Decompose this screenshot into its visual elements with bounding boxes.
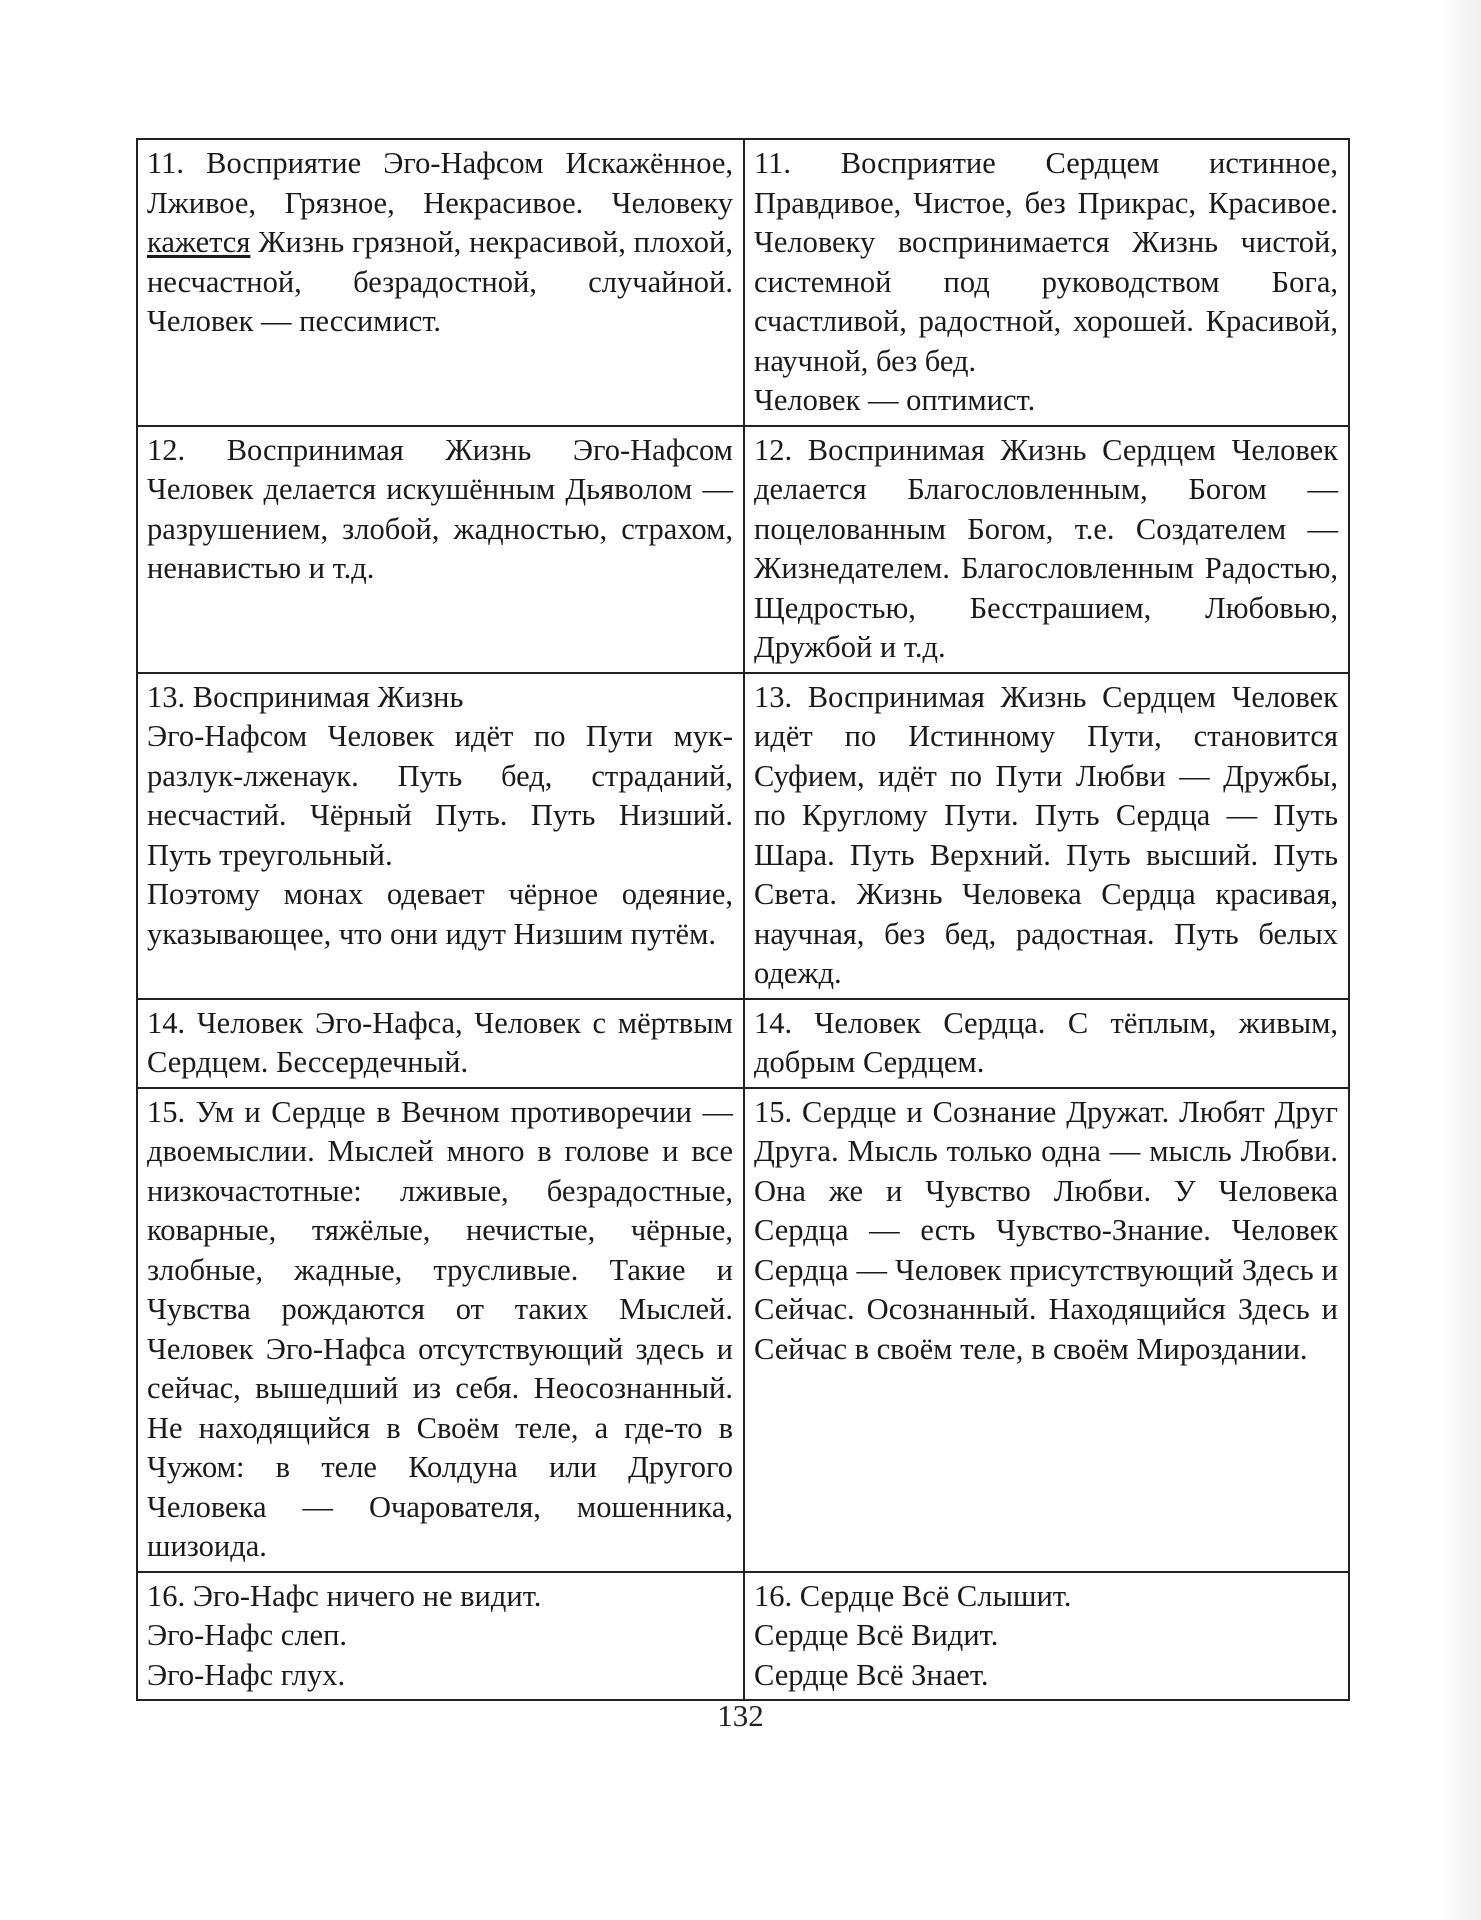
cell-text: 15. Ум и Сердце в Вечном противоречии — двоемыслии. Мыслей много в голове и все низкочастотные: лживые, безрадостные, коварные, тяжёлые, нечистые, чёрные, злобные, жадные, трусливые. Такие и Чувства рождаются от таких Мыслей. Человек Эго-Нафса отсутствующий здесь и сейчас, вышедший из себя. Неосознанный. Не находящийся в Своём теле, а где-то в Чужом: в теле Колдуна или Другого Человека — Очарователя, мошенника, шизоида.: [147, 1094, 733, 1563]
cell-text: 14. Человек Сердца. С тёплым, живым, добрым Сердцем.: [754, 1005, 1338, 1079]
cell-text: Сердце Всё Знает.: [754, 1657, 989, 1692]
cell-text: 13. Воспринимая Жизнь Сердцем Человек идёт по Истинному Пути, становится Суфием, идёт по Пути Любви — Дружбы, по Круглому Пути. Путь Сердца — Путь Шара. Путь Верхний. Путь высший. Путь Света. Жизнь Человека Сердца красивая, научная, без бед, радостная. Путь белых одежд.: [754, 679, 1338, 990]
cell-text: Эго-Нафс слеп.: [147, 1618, 348, 1652]
cell-text: 13. Воспринимая Жизнь: [147, 679, 464, 714]
heart-cell-12: [744, 426, 1349, 673]
cell-text: Сердце Всё Видит.: [754, 1618, 999, 1652]
page-number: 132: [717, 1698, 764, 1733]
heart-cell-16: [744, 1572, 1349, 1701]
heart-cell-15: [744, 1088, 1349, 1572]
cell-text: 12. Воспринимая Жизнь Сердцем Человек делается Благословленным, Богом — поцелованным Богом, т.е. Создателем — Жизнедателем. Благословленным Радостью, Щедростью, Бесстрашием, Любовью, Дружбой и т.д.: [754, 432, 1338, 664]
cell-text: Поэтому монах одевает чёрное одеяние, указывающее, что они идут Низшим путём.: [147, 877, 733, 951]
cell-text: 16. Эго-Нафс ничего не видит.: [147, 1578, 542, 1613]
heart-cell-13: [744, 673, 1349, 999]
table-row: [137, 1088, 1349, 1572]
cell-text: 12. Воспринимая Жизнь Эго-Нафсом Человек делается искушённым Дьяволом — разрушением, злобой, жадностью, страхом, ненавистью и т.д.: [147, 432, 733, 585]
table-row: [137, 1572, 1349, 1701]
cell-text: 11. Восприятие Эго-Нафсом Искажённое, Лживое, Грязное, Некрасивое. Человеку: [147, 146, 733, 220]
cell-text: 11. Восприятие Сердцем истинное, Правдивое, Чистое, без Прикрас, Красивое. Человеку воспринимается Жизнь чистой, системной под руководством Бога, счастливой, радостной, хорошей. Красивой, научной, без бед.: [754, 146, 1338, 378]
ego-cell-12: [137, 426, 744, 673]
page-edge-shadow: [1441, 0, 1481, 1920]
cell-text: Эго-Нафс глух.: [147, 1657, 346, 1692]
underlined-word: кажется: [147, 225, 251, 259]
ego-cell-11: [137, 139, 744, 426]
comparison-table: [136, 138, 1350, 1701]
table-row: [137, 426, 1349, 673]
table-row: [137, 139, 1349, 426]
ego-cell-16: [137, 1572, 744, 1701]
ego-cell-14: [137, 999, 744, 1088]
cell-text: Эго-Нафсом Человек идёт по Пути мук-разлук-лженаук. Путь бед, страданий, несчастий. Чёрный Путь. Путь Низший. Путь треугольный.: [147, 719, 733, 872]
cell-text: 15. Сердце и Сознание Дружат. Любят Друг Друга. Мысль только одна — мысль Любви. Она же и Чувство Любви. У Человека Сердца — есть Чувство-Знание. Человек Сердца — Человек присутствующий Здесь и Сейчас. Осознанный. Находящийся Здесь и Сейчас в своём теле, в своём Мироздании.: [754, 1094, 1338, 1366]
table-row: [137, 999, 1349, 1088]
cell-text: Жизнь грязной, некрасивой, плохой, несчастной, безрадостной, случайной. Человек — пессимист.: [147, 225, 733, 338]
ego-cell-15: [137, 1088, 744, 1572]
heart-cell-11: [744, 139, 1349, 426]
heart-cell-14: [744, 999, 1349, 1088]
table-row: [137, 673, 1349, 999]
cell-text: 14. Человек Эго-Нафса, Человек с мёртвым Сердцем. Бессердечный.: [147, 1005, 733, 1079]
ego-cell-13: [137, 673, 744, 999]
cell-text: 16. Сердце Всё Слышит.: [754, 1578, 1072, 1613]
cell-text: Человек — оптимист.: [754, 383, 1036, 417]
